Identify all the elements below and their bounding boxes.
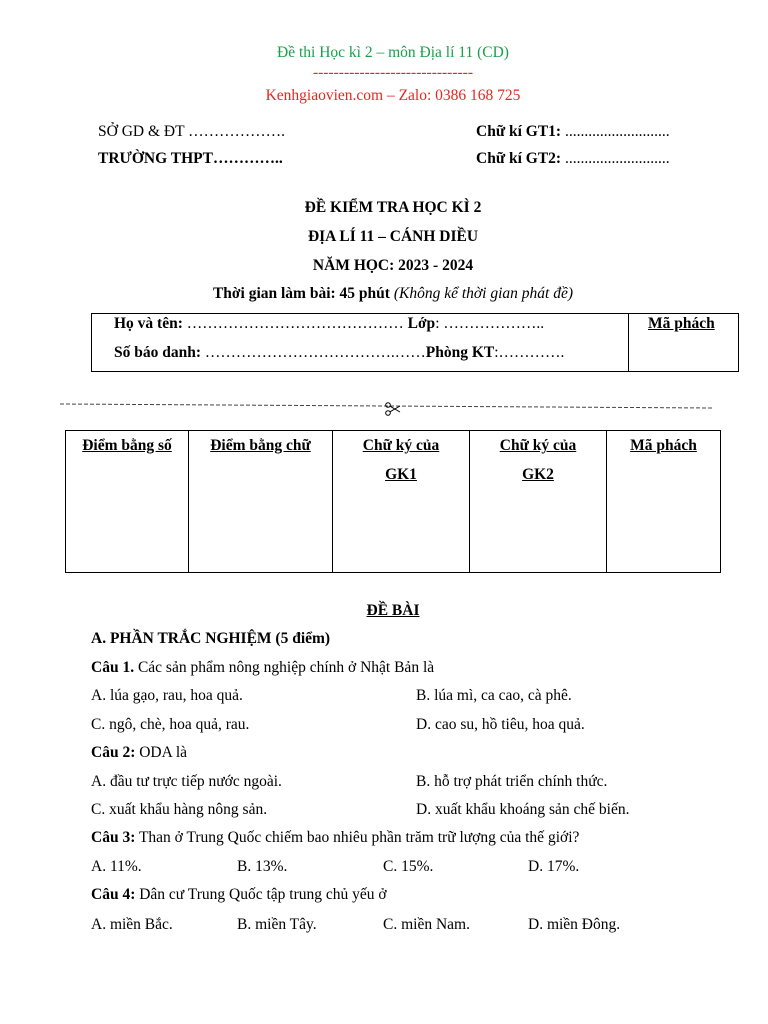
ma-phach-label: Mã phách — [648, 315, 715, 332]
contact-line: Kenhgiaovien.com – Zalo: 0386 168 725 — [265, 87, 521, 104]
exam-subject: ĐỊA LÍ 11 – CÁNH DIỀU — [307, 228, 479, 245]
class-dots: : ……………….. — [435, 315, 545, 332]
question-4-label: Câu 4: — [91, 886, 136, 903]
table-row — [66, 431, 721, 573]
question-4-option-b: B. miền Tây. — [237, 916, 317, 933]
question-1-option-a: A. lúa gạo, rau, hoa quả. — [91, 687, 243, 704]
time-label: Thời gian làm bài: 45 phút — [212, 285, 394, 302]
question-2-option-b: B. hỗ trợ phát triển chính thức. — [416, 773, 608, 790]
score-number-header: Điểm bằng số — [82, 437, 172, 454]
question-3 — [91, 829, 579, 847]
gk2-signature-cell — [470, 431, 607, 573]
question-2 — [91, 744, 187, 762]
gk1-header-line2: GK1 — [385, 466, 417, 483]
name-row — [114, 315, 544, 333]
ma-phach-header: Mã phách — [630, 437, 697, 454]
question-4-option-c: C. miền Nam. — [383, 916, 470, 933]
dashed-separator: ------------------------------- — [312, 64, 473, 81]
truong-field: TRƯỜNG THPT………….. — [98, 150, 283, 167]
question-1-option-b: B. lúa mì, ca cao, cà phê. — [416, 687, 572, 704]
room-label: Phòng KT — [425, 344, 495, 361]
gt1-dots: ........................... — [561, 123, 670, 140]
sbd-label: Số báo danh: — [114, 344, 202, 361]
gt2-signature-field — [476, 150, 670, 168]
class-label: Lớp — [407, 315, 436, 332]
sbd-row — [114, 344, 564, 362]
question-2-label: Câu 2: — [91, 744, 136, 761]
name-dots: …………………………………… — [182, 315, 408, 332]
question-1-label: Câu 1. — [91, 659, 135, 676]
question-2-option-a: A. đầu tư trực tiếp nước ngoài. — [91, 773, 282, 790]
gt2-dots: ........................... — [561, 150, 670, 167]
question-2-option-c: C. xuất khẩu hàng nông sản. — [91, 801, 268, 818]
question-1 — [91, 659, 434, 677]
question-3-option-b: B. 13%. — [237, 858, 288, 875]
student-info-box — [91, 313, 739, 372]
time-note: (Không kể thời gian phát đề) — [393, 285, 574, 302]
question-1-option-c: C. ngô, chè, hoa quả, rau. — [91, 716, 250, 733]
score-number-cell — [66, 431, 189, 573]
sbd-dots: ……………………………….…… — [201, 344, 426, 361]
question-4-option-d: D. miền Đông. — [528, 916, 621, 933]
gk2-header-line1: Chữ ký của — [499, 437, 577, 454]
school-year: NĂM HỌC: 2023 - 2024 — [312, 257, 474, 274]
room-dots: :…………. — [494, 344, 565, 361]
gt1-signature-field — [476, 123, 670, 141]
ma-phach-cell — [607, 431, 721, 573]
gk2-header-line2: GK2 — [522, 466, 554, 483]
question-3-option-d: D. 17%. — [528, 858, 580, 875]
gt2-label: Chữ kí GT2: — [476, 150, 562, 167]
question-4-option-a: A. miền Bắc. — [91, 916, 173, 933]
gk1-signature-cell — [333, 431, 470, 573]
question-3-option-c: C. 15%. — [383, 858, 434, 875]
section-a-heading: A. PHẦN TRẮC NGHIỆM (5 điểm) — [91, 630, 331, 647]
score-text-cell — [189, 431, 333, 573]
exam-title: ĐỀ KIỂM TRA HỌC KÌ 2 — [304, 199, 482, 216]
so-gd-field: SỞ GD & ĐT ………………. — [98, 123, 286, 140]
de-bai-heading: ĐỀ BÀI — [366, 602, 420, 619]
question-4-text: Dân cư Trung Quốc tập trung chủ yếu ở — [135, 886, 387, 903]
question-3-label: Câu 3: — [91, 829, 136, 846]
time-line — [0, 285, 768, 303]
gt1-label: Chữ kí GT1: — [476, 123, 562, 140]
gk1-header-line1: Chữ ký của — [362, 437, 440, 454]
document-title-line: Đề thi Học kì 2 – môn Địa lí 11 (CD) — [277, 44, 509, 61]
question-4 — [91, 886, 387, 904]
name-label: Họ và tên: — [114, 315, 183, 332]
question-2-option-d: D. xuất khẩu khoáng sản chế biến. — [416, 801, 630, 818]
question-1-text: Các sản phẩm nông nghiệp chính ở Nhật Bản là — [134, 659, 435, 676]
question-3-text: Than ở Trung Quốc chiếm bao nhiêu phần trăm trữ lượng của thế giới? — [135, 829, 580, 846]
box-divider — [628, 314, 629, 371]
scissors-icon — [385, 402, 401, 416]
question-1-option-d: D. cao su, hồ tiêu, hoa quả. — [416, 716, 585, 733]
question-3-option-a: A. 11%. — [91, 858, 142, 875]
score-text-header: Điểm bằng chữ — [210, 437, 311, 454]
question-2-text: ODA là — [135, 744, 188, 761]
score-table — [65, 430, 721, 573]
